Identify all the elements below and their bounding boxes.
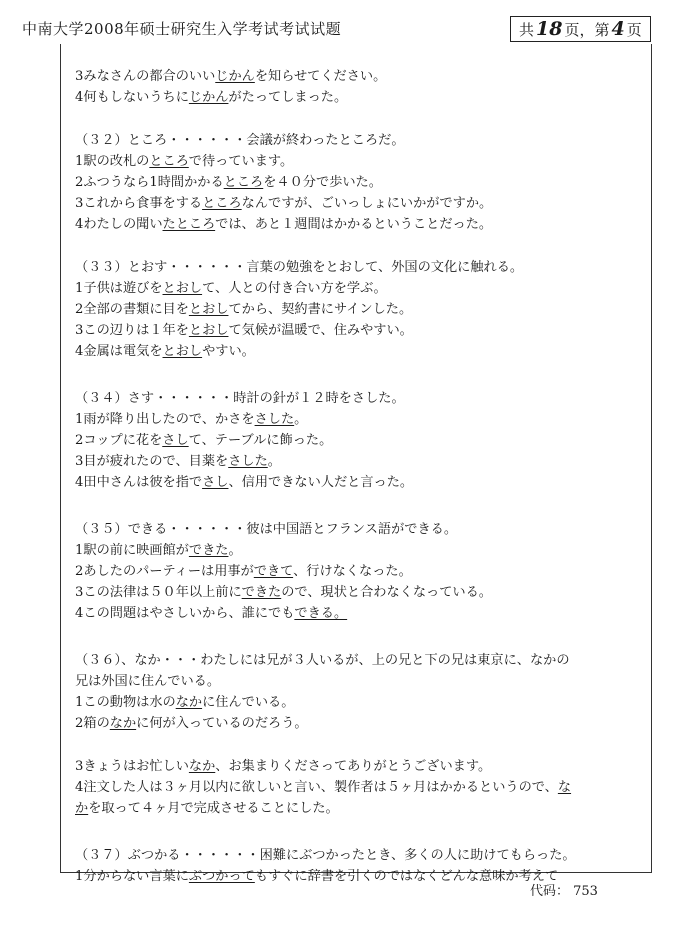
text: 4注文した人は３ヶ月以内に欲しいと言い、製作者は５ヶ月はかかるというので、 (75, 780, 558, 795)
option-line (75, 151, 645, 172)
text: 4この問題はやさしいから、誰にでも (75, 606, 295, 621)
text: 2ふつうなら1時間かかる (75, 175, 224, 190)
question-34: （３４）さす・・・・・・時計の針が１２時をさした。 (75, 391, 405, 406)
text: 2全部の書類に目を (75, 302, 189, 317)
underlined-word: できる。 (294, 606, 348, 621)
option-line (75, 713, 645, 734)
exam-title: 中南大学2008年硕士研究生入学考试考试试题 (22, 20, 342, 38)
text: もすぐに辞書を引くのではなくどんな意味か考えて (254, 869, 559, 884)
text: 2あしたのパーティーは用事が (75, 564, 254, 579)
text: なんですが、ごいっしょにいかがですか。 (241, 196, 493, 211)
option-line-cont (75, 798, 645, 819)
text: で待っています。 (188, 154, 294, 169)
option-line (75, 561, 645, 582)
text: 1分からない言葉に (75, 869, 189, 884)
text: 。 (267, 454, 281, 469)
page-suffix: 页 (626, 21, 642, 39)
text: を取って４ヶ月で完成させることにした。 (88, 801, 339, 816)
underlined-word: ところ (223, 175, 264, 190)
option-line (75, 409, 645, 430)
underlined-word: なか (175, 695, 203, 710)
text: 4金属は電気を (75, 344, 163, 359)
underlined-word: とおし (162, 281, 203, 296)
text: てから、契約書にサインした。 (228, 302, 413, 317)
text: 、行けなくなった。 (293, 564, 412, 579)
option-line (75, 540, 645, 561)
underlined-word: ところ (202, 196, 242, 211)
underlined-word: できて (253, 564, 294, 579)
question-36: （３６）、なか・・・わたしには兄が３人いるが、上の兄と下の兄は東京に、なかの (75, 653, 570, 668)
underlined-word: とおし (188, 323, 229, 338)
text: 、信用できない人だと言った。 (228, 475, 414, 490)
option-line (75, 278, 645, 299)
question-37: （３７）ぶつかる・・・・・・困難にぶつかったとき、多くの人に助けてもらった。 (75, 848, 576, 863)
question-36-cont: 兄は外国に住んでいる。 (75, 674, 221, 689)
text: 1子供は遊びを (75, 281, 163, 296)
underlined-word: さした (228, 454, 268, 469)
option-line (75, 756, 645, 777)
page-indicator (510, 16, 651, 42)
text: て、人との付き合い方を学ぶ。 (202, 281, 387, 296)
text: がたってしまった。 (228, 90, 348, 105)
text: 2箱の (75, 716, 110, 731)
option-line (75, 341, 645, 362)
underlined-word: じかん (215, 69, 255, 84)
underlined-word: たところ (162, 217, 216, 232)
text: 3この辺りは１年を (75, 323, 189, 338)
underlined-word: できた (188, 543, 229, 558)
text: を４０分で歩いた。 (263, 175, 382, 190)
text: 3みなさんの都合のいい (75, 69, 216, 84)
underlined-word: さし (162, 433, 189, 448)
text: 4田中さんは彼を指で (75, 475, 203, 490)
option-line (75, 66, 645, 87)
underlined-word: じかん (188, 90, 229, 105)
text: 1駅の改札の (75, 154, 150, 169)
text: 。 (228, 543, 242, 558)
option-line (75, 430, 645, 451)
option-line (75, 320, 645, 341)
option-line (75, 193, 645, 214)
option-line (75, 603, 645, 624)
option-line (75, 777, 645, 798)
underlined-word: な (557, 780, 572, 795)
underlined-word: か (75, 801, 89, 816)
underlined-word: ぶつかって (188, 869, 255, 884)
text: 4何もしないうちに (75, 90, 189, 105)
option-line (75, 172, 645, 193)
option-line (75, 451, 645, 472)
underlined-word: とおし (162, 344, 203, 359)
option-line (75, 472, 645, 493)
page-mid: 页，第 (564, 21, 610, 39)
text: 3きょうはお忙しい (75, 759, 189, 774)
question-33: （３３）とおす・・・・・・言葉の勉強をとおして、外国の文化に触れる。 (75, 260, 524, 275)
text: 。 (294, 412, 308, 427)
underlined-word: とおし (188, 302, 229, 317)
text: 3これから食事をする (75, 196, 203, 211)
underlined-word: さし (202, 475, 229, 490)
text: やすい。 (202, 344, 255, 359)
text: 1雨が降り出したので、かさを (75, 412, 255, 427)
text: 3この法律は５０年以上前に (75, 585, 242, 600)
exam-code: 代码： 753 (530, 884, 598, 899)
option-line (75, 87, 645, 108)
underlined-word: ところ (149, 154, 189, 169)
underlined-word: できた (241, 585, 282, 600)
page-prefix: 共 (519, 21, 535, 39)
underlined-word: なか (188, 759, 216, 774)
text: 1駅の前に映画館が (75, 543, 189, 558)
page-total: 18 (536, 18, 563, 40)
text: て気候が温暖で、住みやすい。 (228, 323, 413, 338)
exam-content (75, 66, 645, 887)
option-line (75, 582, 645, 603)
text: 4わたしの聞い (75, 217, 163, 232)
question-35: （３５）できる・・・・・・彼は中国語とフランス語ができる。 (75, 522, 458, 537)
option-line (75, 214, 645, 235)
text: を知らせてください。 (254, 69, 387, 84)
text: て、テーブルに飾った。 (188, 433, 333, 448)
text: 2コップに花を (75, 433, 163, 448)
text: 1この動物は水の (75, 695, 176, 710)
text: 、お集まりくださってありがとうございます。 (215, 759, 492, 774)
text: 3目が疲れたので、目薬を (75, 454, 229, 469)
question-32: （３２）ところ・・・・・・会議が終わったところだ。 (75, 133, 405, 148)
text: に何が入っているのだろう。 (136, 716, 308, 731)
option-line (75, 692, 645, 713)
page-current: 4 (611, 18, 625, 40)
text: ので、現状と合わなくなっている。 (281, 585, 492, 600)
text: では、あと１週間はかかるということだった。 (215, 217, 493, 232)
underlined-word: さした (254, 412, 295, 427)
text: に住んでいる。 (202, 695, 295, 710)
underlined-word: なか (109, 716, 137, 731)
option-line (75, 299, 645, 320)
